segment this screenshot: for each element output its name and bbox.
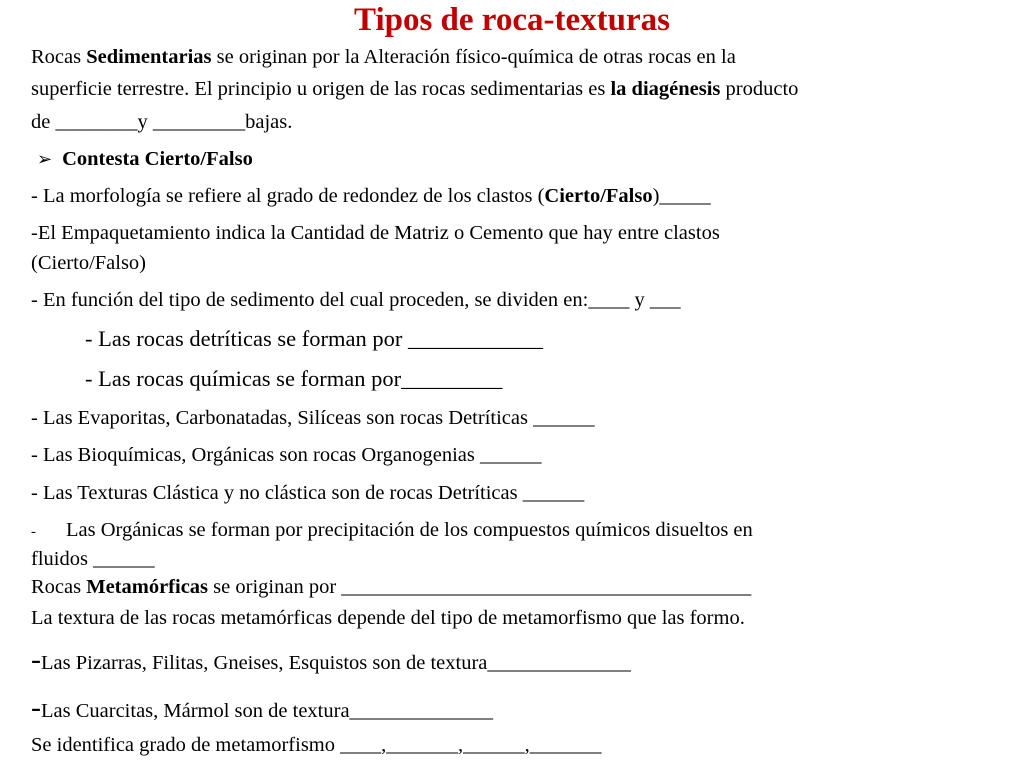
metamorphic-intro-line-2: La textura de las rocas metamórficas depende del tipo de metamorfismo que las formo. — [31, 607, 745, 629]
question-empaquetamiento-line-2: (Cierto/Falso) — [31, 252, 147, 274]
term-sedimentarias: Sedimentarias — [86, 46, 212, 68]
metamorphic-grado: Se identifica grado de metamorfismo ____,_______,______,_______ — [31, 734, 602, 756]
term-metamorficas: Metamórficas — [86, 576, 209, 598]
term-diagenesis: la diagénesis — [610, 78, 721, 100]
question-evaporitas: - Las Evaporitas, Carbonatadas, Silíceas son rocas Detríticas ______ — [31, 407, 595, 429]
bullet-true-false: ➢ Contesta Cierto/Falso — [37, 148, 253, 170]
question-organicas-line-2: fluidos ______ — [31, 548, 155, 570]
question-quimicas: - Las rocas químicas se forman por_________ — [85, 366, 503, 391]
page-title: Tipos de roca-texturas — [354, 2, 670, 38]
sedimentary-intro-line-3: de ________y _________bajas. — [31, 111, 293, 133]
question-detriticas: - Las rocas detríticas se forman por ____________ — [85, 326, 543, 351]
question-empaquetamiento-line-1: -El Empaquetamiento indica la Cantidad de Matriz o Cemento que hay entre clastos — [31, 222, 720, 244]
question-morfologia: - La morfología se refiere al grado de redondez de los clastos (Cierto/Falso)_____ — [31, 185, 711, 207]
arrow-bullet-icon: ➢ — [37, 149, 53, 169]
question-texturas-clasticas: - Las Texturas Clástica y no clástica son de rocas Detríticas ______ — [31, 482, 585, 504]
question-organicas-line-1: - Las Orgánicas se forman por precipitación de los compuestos químicos disueltos en — [31, 519, 753, 541]
sedimentary-intro-line-2: superficie terrestre. El principio u origen de las rocas sedimentarias es la diagénesis producto — [31, 78, 799, 100]
metamorphic-intro-line-1: Rocas Metamórficas se originan por ________________________________________ — [31, 576, 752, 598]
metamorphic-cuarcitas: -Las Cuarcitas, Mármol son de textura______________ — [31, 691, 494, 724]
question-tipo-sedimento: - En función del tipo de sedimento del cual proceden, se dividen en:____ y ___ — [31, 289, 681, 311]
sedimentary-intro-line-1: Rocas Sedimentarias se originan por la Alteración físico-química de otras rocas en la — [31, 46, 736, 68]
question-bioquimicas: - Las Bioquímicas, Orgánicas son rocas Organogenias ______ — [31, 444, 542, 466]
metamorphic-pizarras: -Las Pizarras, Filitas, Gneises, Esquistos son de textura______________ — [31, 643, 631, 676]
